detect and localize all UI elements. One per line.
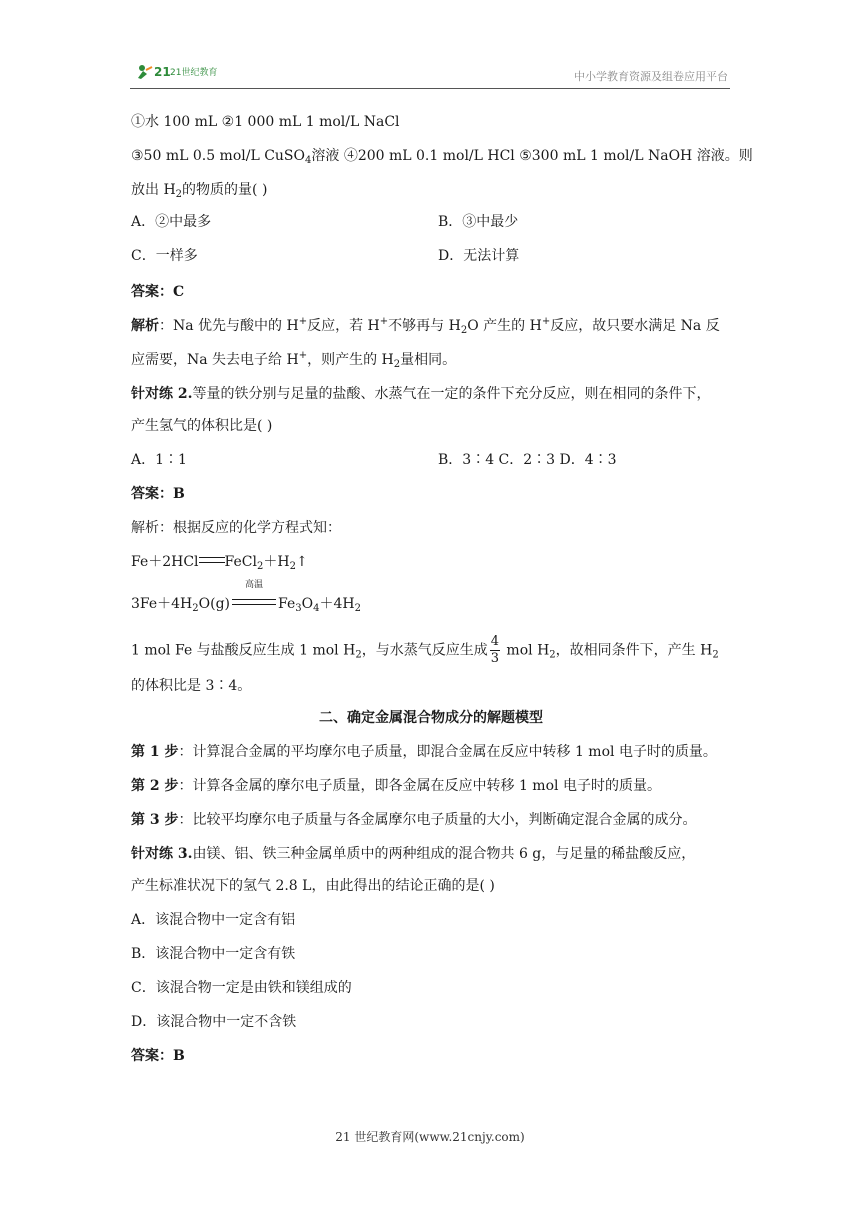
q3-stem-2: 产生标准状况下的氢气 2.8 L，由此得出的结论正确的是( ) [131,878,495,894]
fraction-4-3: $\frac{4}{3}$ [490,634,499,666]
svg-text:21世纪教育: 21世纪教育 [170,68,218,78]
q1-option-b: B．③中最少 [438,214,519,230]
step-1: 第 1 步：计算混合金属的平均摩尔电子质量，即混合金属在反应中转移 1 mol 电子时的质量。 [131,744,717,760]
q1-stem: 放出 $H_2$的物质的量( ) [131,182,268,200]
q3-option-d: D．该混合物中一定不含铁 [131,1014,297,1030]
q3-option-c: C．该混合物一定是由铁和镁组成的 [131,980,352,996]
q3-option-a: A．该混合物中一定含有铝 [131,912,296,928]
svg-text:21: 21 [154,65,171,79]
q1-options-line-2: ③50 mL 0.5 mol/L CuSO$_4$溶液 ④200 mL 0.1 mol/L HCl ⑤300 mL 1 mol/L NaOH 溶液。则 [131,148,753,166]
21cnjy-logo [134,62,230,80]
platform-name: 中小学教育资源及组卷应用平台 [574,70,728,83]
q2-options-bcd: B．3∶4 C．2∶3 D．4∶3 [438,452,617,468]
q3-answer: 答案：B [131,1048,185,1064]
q2-stem-2: 产生氢气的体积比是( ) [131,418,273,434]
q1-explanation-2: 应需要，Na 失去电子给 H+，则产生的 $H_2$量相同。 [131,350,457,370]
q1-explanation-1: 解析：Na 优先与酸中的 H+反应，若 H+不够再与 $H_2O$ 产生的 H+反应，故只要水满足 Na 反 [131,316,720,336]
q1-option-c: C．一样多 [131,248,198,264]
q2-stem-1: 针对练 2.等量的铁分别与足量的盐酸、水蒸气在一定的条件下充分反应，则在相同的条件下， [131,386,711,402]
step-2: 第 2 步：计算各金属的摩尔电子质量，即各金属在反应中转移 1 mol 电子时的质量。 [131,778,661,794]
page-header [130,58,730,89]
page-footer: 21 世纪教育网(www.21cnjy.com) [335,1130,525,1144]
q2-explanation-1: 1 mol Fe 与盐酸反应生成 1 mol $H_2$，与水蒸气反应生成 $\frac{4}{3}$ mol $H_2$，故相同条件下，产生 $H_2$ [131,634,719,666]
q2-explanation-2: 的体积比是 3∶4。 [131,678,252,694]
equation-2: $3Fe+4H_2O(g)$ 高温 $Fe_3O_4+4H_2$ [131,580,361,614]
q1-option-d: D．无法计算 [438,248,520,264]
q2-answer: 答案：B [131,486,185,502]
q1-option-a: A．②中最多 [131,214,212,230]
section-title: 二、确定金属混合物成分的解题模型 [319,710,543,726]
q3-option-b: B．该混合物中一定含有铁 [131,946,296,962]
q1-answer: 答案：C [131,284,185,300]
q1-options-line: ①水 100 mL ②1 000 mL 1 mol/L NaCl [131,114,400,130]
q2-option-a: A．1∶1 [131,452,187,468]
step-3: 第 3 步：比较平均摩尔电子质量与各金属摩尔电子质量的大小，判断确定混合金属的成分。 [131,812,697,828]
equation-1: Fe＋2HCl $FeCl_2+H_2↑$ [131,554,308,572]
q2-explanation-intro: 解析：根据反应的化学方程式知： [131,520,341,536]
q3-stem-1: 针对练 3.由镁、铝、铁三种金属单质中的两种组成的混合物共 6 g，与足量的稀盐酸反应， [131,846,696,862]
